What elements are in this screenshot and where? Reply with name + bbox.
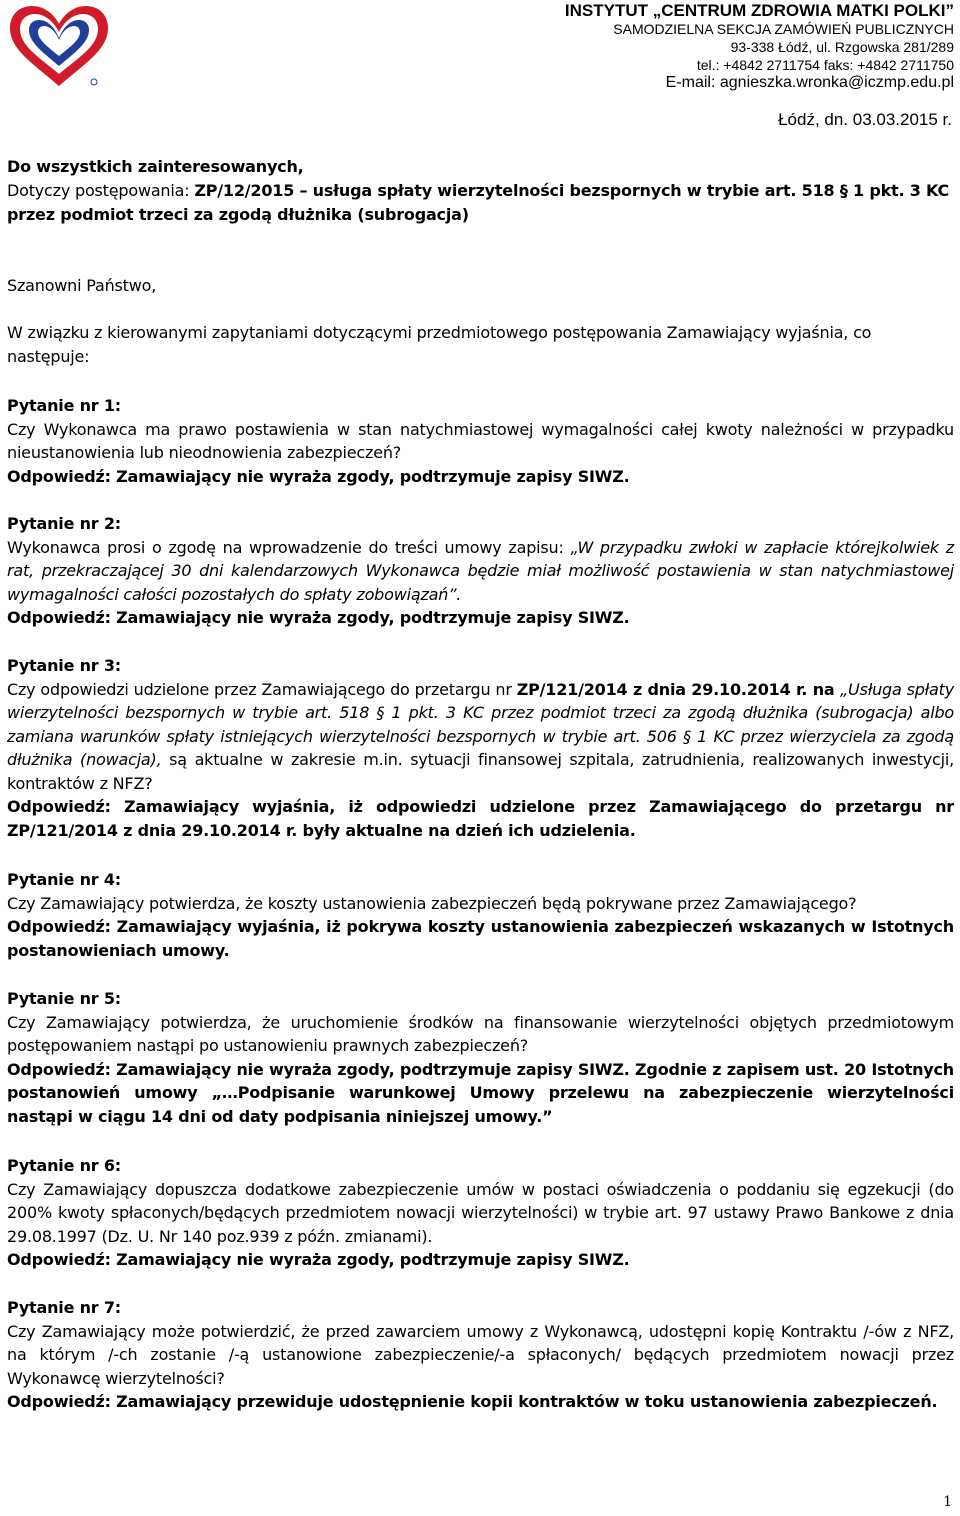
intro-paragraph: W związku z kierowanymi zapytaniami dotyczącymi przedmiotowego postępowania Zamawiający wyjaśnia, co następuje:	[7, 323, 872, 366]
answer-text: Odpowiedź: Zamawiający nie wyraża zgody, podtrzymuje zapisy SIWZ.	[7, 466, 630, 486]
subject-line	[7, 179, 954, 226]
question-block-1	[7, 394, 954, 488]
postal-address: 93-338 Łódź, ul. Rzgowska 281/289	[730, 39, 954, 55]
answer-text: Odpowiedź: Zamawiający nie wyraża zgody, podtrzymuje zapisy SIWZ. Zgodnie z zapisem ust. 20 Istotnych postanowień umowy „…Podpisanie warunkowej Umowy przelewu na zabezpieczenie wierzytelności nastąpi w ciągu 14 dni od daty podpisania niniejszej umowy.”	[7, 1059, 954, 1126]
tender-reference: ZP/121/2014 z dnia 29.10.2014 r. na	[516, 679, 840, 699]
letter-date: Łódź, dn. 03.03.2015 r.	[778, 110, 952, 129]
institution-name: INSTYTUT „CENTRUM ZDROWIA MATKI POLKI”	[564, 1, 954, 20]
question-title: Pytanie nr 4:	[7, 870, 121, 889]
question-title: Pytanie nr 7:	[7, 1298, 121, 1317]
answer-text: Odpowiedź: Zamawiający wyjaśnia, iż odpowiedzi udzielone przez Zamawiającego do przetargu nr ZP/121/2014 z dnia 29.10.2014 r. były aktualne na dzień ich udzielenia.	[7, 797, 954, 840]
answer-text: Odpowiedź: Zamawiający nie wyraża zgody, podtrzymuje zapisy SIWZ.	[7, 608, 630, 627]
question-block-5	[7, 987, 954, 1128]
question-text: Czy Zamawiający potwierdza, że uruchomienie środków na finansowanie wierzytelności objętych przedmiotowym postępowaniem nastąpi po ustanowieniu prawnych zabezpieczeń?	[7, 1012, 954, 1055]
question-block-4	[7, 868, 954, 962]
question-title: Pytanie nr 6:	[7, 1156, 121, 1175]
addressee: Do wszystkich zainteresowanych,	[7, 157, 304, 176]
subject-text: ZP/12/2015 – usługa spłaty wierzytelności bezspornych w trybie art. 518 § 1 pkt. 3 KC przez podmiot trzeci za zgodą dłużnika (subrogacja)	[7, 181, 950, 224]
greeting: Szanowni Państwo,	[7, 276, 157, 295]
question-text	[7, 536, 954, 607]
subject-label: Dotyczy postępowania:	[7, 181, 190, 200]
question-lead: Wykonawca prosi o zgodę na wprowadzenie do treści umowy zapisu:	[7, 537, 571, 557]
department-name: SAMODZIELNA SEKCJA ZAMÓWIEŃ PUBLICZNYCH	[613, 21, 954, 37]
question-text: Czy Wykonawca ma prawo postawienia w stan natychmiastowej wymagalności całej kwoty należności w przypadku nieustanowienia lub nieodnowienia zabezpieczeń?	[7, 419, 954, 462]
question-title: Pytanie nr 2:	[7, 514, 121, 533]
question-block-3	[7, 654, 954, 842]
institution-logo	[4, 2, 114, 90]
question-title: Pytanie nr 5:	[7, 989, 121, 1008]
question-text: Czy Zamawiający potwierdza, że koszty ustanowienia zabezpieczeń będą pokrywane przez Zamawiającego?	[7, 893, 857, 913]
question-quote: „W przypadku zwłoki w zapłacie którejkolwiek z rat, przekraczającej 30 dni kalendarzowych Wykonawca będzie miał możliwość postawienia w stan natychmiastowej wymagalności całości pozostałych do spłaty zobowiązań”.	[7, 537, 954, 604]
page-number: 1	[943, 1494, 952, 1510]
question-block-2	[7, 512, 954, 630]
question-text	[7, 678, 954, 796]
question-text: Czy Zamawiający może potwierdzić, że przed zawarciem umowy z Wykonawcą, udostępni kopię Kontraktu /-ów z NFZ, na którym /-ch zostanie /-ą ustanowione zabezpieczenie/-a spłaconych/ będących przedmiotem nowacji przez Wykonawcę wierzytelności?	[7, 1321, 954, 1388]
phone-fax: tel.: +4842 2711754 faks: +4842 2711750	[696, 57, 954, 73]
tender-title: „Usługa spłaty wierzytelności bezspornych w trybie art. 518 § 1 pkt. 3 KC przez podmiot trzeci za zgodą dłużnika (subrogacja) albo zamiana warunków spłaty istniejących wierzytelności bezspornych w trybie art. 506 § 1 KC przez wierzyciela za zgodą dłużnika (nowacja),	[7, 679, 955, 769]
question-block-7	[7, 1296, 954, 1414]
answer-text: Odpowiedź: Zamawiający nie wyraża zgody, podtrzymuje zapisy SIWZ.	[7, 1250, 630, 1269]
question-title: Pytanie nr 1:	[7, 396, 121, 415]
question-title: Pytanie nr 3:	[7, 656, 121, 675]
question-block-6	[7, 1154, 954, 1272]
answer-text: Odpowiedź: Zamawiający przewiduje udostępnienie kopii kontraktów w toku ustanowienia zabezpieczeń.	[7, 1392, 938, 1411]
question-text: Czy Zamawiający dopuszcza dodatkowe zabezpieczenie umów w postaci oświadczenia o poddaniu się egzekucji (do 200% kwoty spłaconych/będących przedmiotem nowacji wierzytelności) w trybie art. 97 ustawy Prawo Bankowe z dnia 29.08.1997 (Dz. U. Nr 140 poz.939 z późn. zmianami).	[7, 1179, 954, 1246]
question-lead: Czy odpowiedzi udzielone przez Zamawiającego do przetargu nr	[7, 679, 517, 699]
letterhead	[565, 2, 954, 92]
email-address: E-mail: agnieszka.wronka@iczmp.edu.pl	[665, 74, 954, 91]
answer-text: Odpowiedź: Zamawiający wyjaśnia, iż pokrywa koszty ustanowienia zabezpieczeń wskazanych w Istotnych postanowieniach umowy.	[7, 917, 954, 960]
question-tail: są aktualne w zakresie m.in. sytuacji finansowej szpitala, zatrudnienia, realizowanych inwestycji, kontraktów z NFZ?	[7, 750, 954, 793]
